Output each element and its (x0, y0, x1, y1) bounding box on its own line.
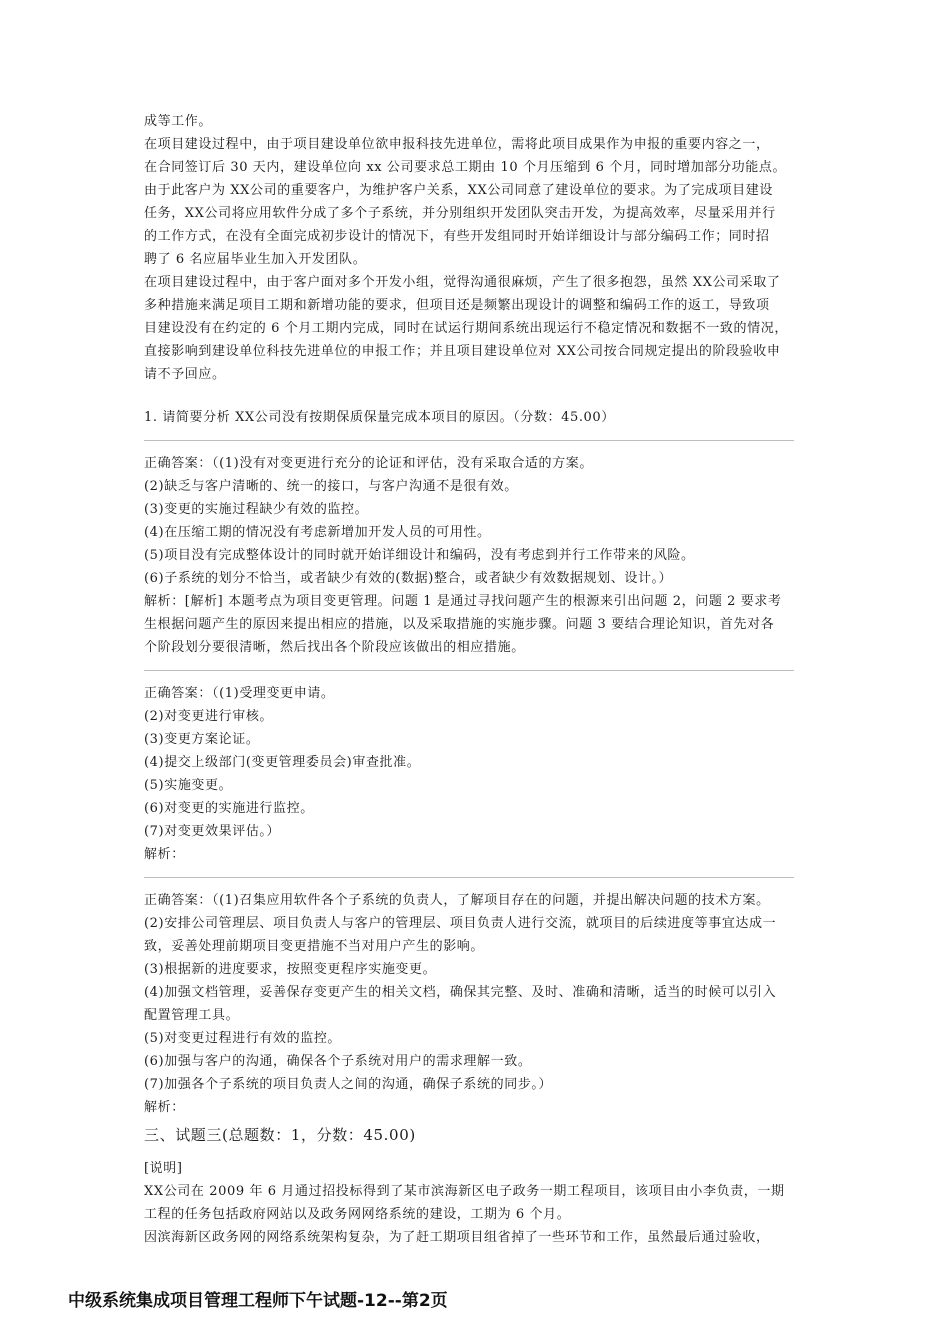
answer-line: (2)对变更进行审核。 (144, 709, 274, 724)
analysis-line: 生根据问题产生的原因来提出相应的措施，以及采取措施的实施步骤。问题 3 要结合理论知识，首先对各 (144, 617, 775, 632)
text-line: 多种措施来满足项目工期和新增功能的要求，但项目还是频繁出现设计的调整和编码工作的返工，导致项 (144, 298, 770, 313)
text-line: 的工作方式，在没有全面完成初步设计的情况下，有些开发组同时开始详细设计与部分编码工作；同时招 (144, 229, 770, 244)
page-footer: 中级系统集成项目管理工程师下午试题-12--第2页 (68, 1291, 448, 1311)
answer-line: 正确答案：（(1)没有对变更进行充分的论证和评估，没有采取合适的方案。 (144, 456, 593, 471)
answer-block-2 (144, 682, 812, 866)
answer-line: (2)安排公司管理层、项目负责人与客户的管理层、项目负责人进行交流，就项目的后续进度等事宜达成一 (144, 916, 777, 931)
text-line: 成等工作。 (144, 114, 213, 129)
text-line: 工程的任务包括政府网站以及政务网网络系统的建设，工期为 6 个月。 (144, 1207, 571, 1222)
answer-line: (7)加强各个子系统的项目负责人之间的沟通，确保子系统的同步。） (144, 1077, 553, 1092)
text-line: 在项目建设过程中，由于客户面对多个开发小组，觉得沟通很麻烦，产生了很多抱怨，虽然 XX公司采取了 (144, 275, 781, 290)
analysis-label: 解析： (144, 847, 185, 862)
text-line: 在合同签订后 30 天内，建设单位向 xx 公司要求总工期由 10 个月压缩到 6 个月，同时增加部分功能点。 (144, 160, 787, 175)
explain-label: [说明] (144, 1161, 183, 1176)
answer-line: (6)子系统的划分不恰当，或者缺少有效的(数据)整合，或者缺少有效数据规划、设计。） (144, 571, 673, 586)
text-line: XX公司在 2009 年 6 月通过招投标得到了某市滨海新区电子政务一期工程项目，该项目由小李负责，一期 (144, 1184, 785, 1199)
answer-line: (5)实施变更。 (144, 778, 233, 793)
text-line: 在项目建设过程中，由于项目建设单位欲申报科技先进单位，需将此项目成果作为申报的重要内容之一， (144, 137, 770, 152)
answer-line: 正确答案：（(1)召集应用软件各个子系统的负责人，了解项目存在的问题，并提出解决问题的技术方案。 (144, 893, 770, 908)
answer-line: (3)变更的实施过程缺少有效的监控。 (144, 502, 369, 517)
text-line: 因滨海新区政务网的网络系统架构复杂，为了赶工期项目组省掉了一些环节和工作，虽然最后通过验收， (144, 1230, 770, 1245)
explain-paragraph (144, 1180, 812, 1249)
section-title: 三、试题三(总题数：1，分数：45.00) (144, 1126, 416, 1144)
text-line: 直接影响到建设单位科技先进单位的申报工作；并且项目建设单位对 XX公司按合同规定提出的阶段验收申 (144, 344, 781, 359)
answer-line: (5)项目没有完成整体设计的同时就开始详细设计和编码，没有考虑到并行工作带来的风险。 (144, 548, 695, 563)
divider (144, 877, 794, 878)
question-1: 1. 请简要分析 XX公司没有按期保质保量完成本项目的原因。（分数：45.00） (144, 410, 615, 425)
analysis-line: 解析：[解析] 本题考点为项目变更管理。问题 1 是通过寻找问题产生的根源来引出问题 2，问题 2 要求考 (144, 594, 782, 609)
answer-line: (3)变更方案论证。 (144, 732, 260, 747)
answer-line: (2)缺乏与客户清晰的、统一的接口，与客户沟通不是很有效。 (144, 479, 518, 494)
answer-line: (5)对变更过程进行有效的监控。 (144, 1031, 342, 1046)
text-line: 目建设没有在约定的 6 个月工期内完成，同时在试运行期间系统出现运行不稳定情况和数据不一致的情况， (144, 321, 788, 336)
answer-block-3 (144, 889, 812, 1119)
document-body (144, 110, 812, 1249)
intro-paragraph (144, 110, 812, 386)
text-line: 请不予回应。 (144, 367, 226, 382)
analysis-label: 解析： (144, 1100, 185, 1115)
answer-line: (3)根据新的进度要求，按照变更程序实施变更。 (144, 962, 437, 977)
answer-line: 正确答案：（(1)受理变更申请。 (144, 686, 335, 701)
answer-line: (6)加强与客户的沟通，确保各个子系统对用户的需求理解一致。 (144, 1054, 532, 1069)
analysis-line: 个阶段划分要很清晰，然后找出各个阶段应该做出的相应措施。 (144, 640, 525, 655)
text-line: 聘了 6 名应届毕业生加入开发团队。 (144, 252, 367, 267)
answer-line: (4)加强文档管理，妥善保存变更产生的相关文档，确保其完整、及时、准确和清晰，适当的时候可以引入 (144, 985, 777, 1000)
answer-line: (4)在压缩工期的情况没有考虑新增加开发人员的可用性。 (144, 525, 491, 540)
answer-line: (6)对变更的实施进行监控。 (144, 801, 314, 816)
answer-line: (4)提交上级部门(变更管理委员会)审查批准。 (144, 755, 421, 770)
text-line: 任务，XX公司将应用软件分成了多个子系统，并分别组织开发团队突击开发，为提高效率，尽量采用并行 (144, 206, 776, 221)
answer-line: 配置管理工具。 (144, 1008, 240, 1023)
divider (144, 670, 794, 671)
text-line: 由于此客户为 XX公司的重要客户，为维护客户关系，XX公司同意了建设单位的要求。为了完成项目建设 (144, 183, 773, 198)
answer-line: (7)对变更效果评估。） (144, 824, 281, 839)
answer-line: 致，妥善处理前期项目变更措施不当对用户产生的影响。 (144, 939, 485, 954)
answer-block-1 (144, 452, 812, 659)
divider (144, 440, 794, 441)
